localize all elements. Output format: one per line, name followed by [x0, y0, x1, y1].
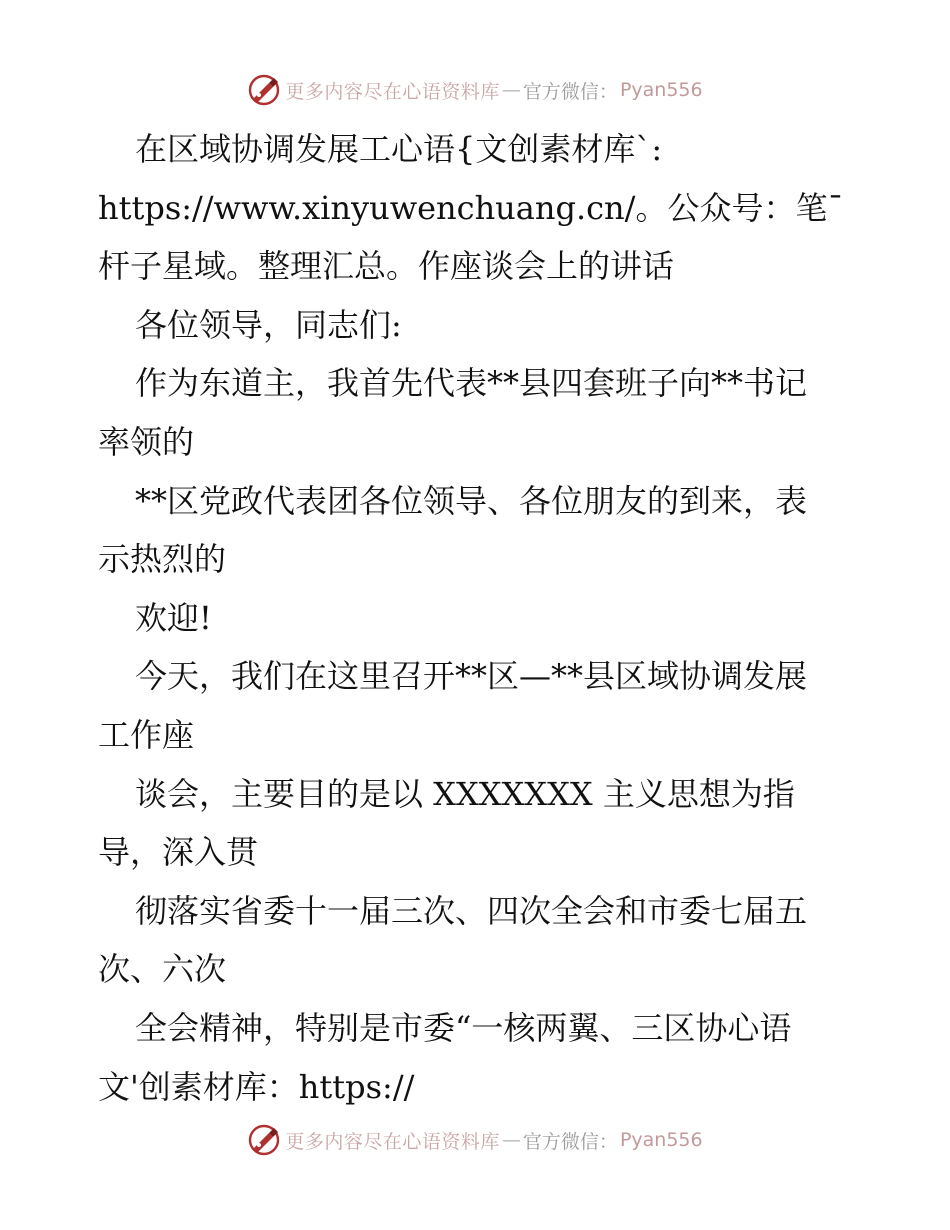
- body-line: 杆子星域。整理汇总。作座谈会上的讲话: [98, 247, 675, 286]
- body-line: 率领的: [98, 422, 195, 461]
- body-line: 今天，我们在这里召开**区—**县区域协调发展: [135, 657, 808, 696]
- salutation: 各位领导，同志们:: [135, 305, 402, 344]
- document-body: [98, 120, 858, 1116]
- body-line: 在区域协调发展工心语{文创素材库`:: [135, 130, 663, 168]
- watermark-official-label: 官方微信：: [522, 80, 618, 103]
- pen-logo-icon: [247, 1123, 281, 1157]
- body-line: 示热烈的: [98, 540, 227, 579]
- body-line: 次、六次: [98, 950, 227, 989]
- body-line: 全会精神，特别是市委“一核两翼、三区协心语: [135, 1008, 792, 1047]
- body-line: 导，深入贯: [98, 833, 259, 872]
- watermark-text: 更多内容尽在心语资料库: [285, 1130, 500, 1153]
- watermark-official-label: 官方微信：: [522, 1130, 618, 1153]
- body-line: **区党政代表团各位领导、各位朋友的到来，表: [135, 481, 808, 520]
- body-line: 彻落实省委十一届三次、四次全会和市委七届五: [135, 891, 808, 930]
- footer-watermark: [0, 1120, 950, 1160]
- watermark-wechat-id: Pyan556: [619, 1129, 703, 1151]
- body-line: https://www.xinyuwenchuang.cn/。公众号：笔¯: [98, 188, 844, 227]
- watermark-separator: —: [501, 1129, 521, 1151]
- body-line: 文'创素材库：https://: [98, 1067, 415, 1106]
- body-line: 欢迎!: [135, 598, 212, 637]
- watermark-separator: —: [501, 79, 521, 101]
- body-line: 谈会，主要目的是以 XXXXXXX 主义思想为指: [135, 774, 795, 813]
- header-watermark: [0, 70, 950, 110]
- pen-logo-icon: [247, 73, 281, 107]
- body-line: 作为东道主，我首先代表**县四套班子向**书记: [135, 364, 808, 403]
- watermark-text: 更多内容尽在心语资料库: [285, 80, 500, 103]
- watermark-wechat-id: Pyan556: [619, 79, 703, 101]
- body-line: 工作座: [98, 715, 195, 754]
